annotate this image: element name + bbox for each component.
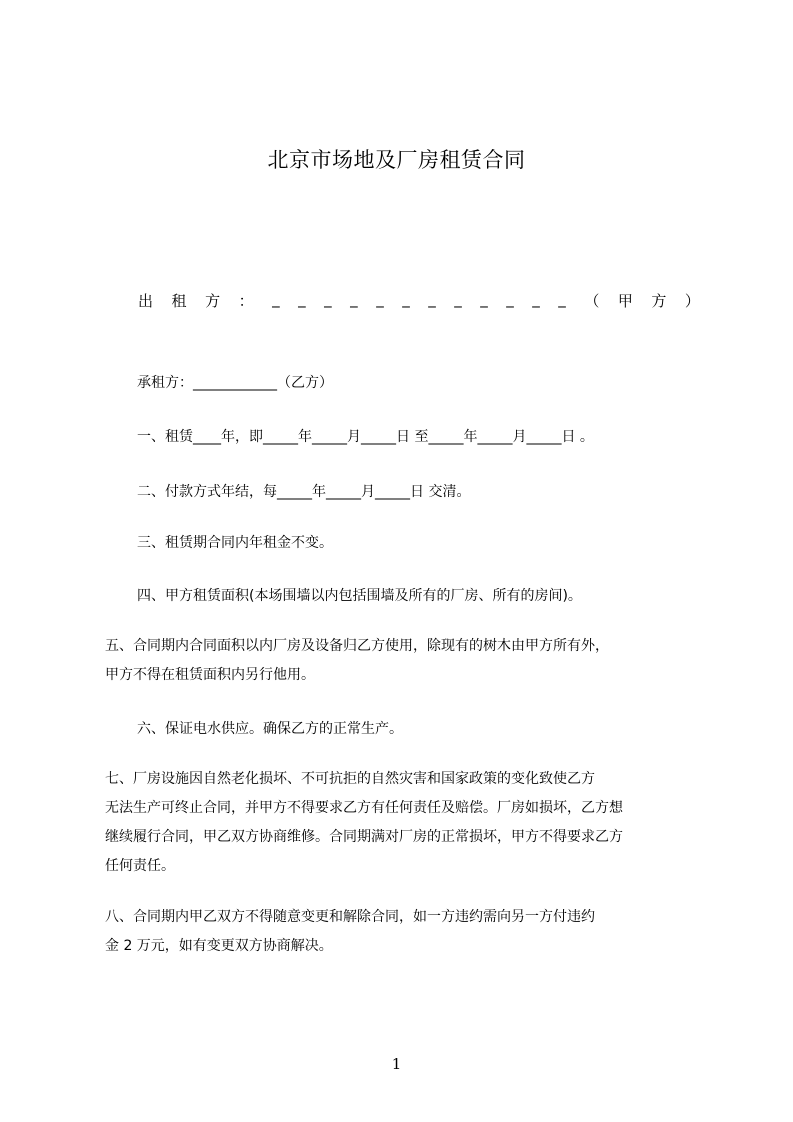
clause-8-line: 金 2 万元，如有变更双方协商解决。	[105, 938, 333, 954]
lessor-char: ：	[238, 292, 254, 310]
lessor-blank: _	[324, 290, 332, 308]
clause-7	[105, 765, 705, 881]
clause-3: 三、租赁期合同内年租金不变。	[137, 535, 333, 551]
clause-7-line: 任何责任。	[105, 858, 175, 874]
lessor-char: 方	[205, 292, 221, 310]
clause-5-line: 五、合同期内合同面积以内厂房及设备归乙方使用，除现有的树木由甲方所有外，	[105, 638, 609, 654]
page-number: 1	[391, 1055, 402, 1073]
clause-7-line: 无法生产可终止合同，并甲方不得要求乙方有任何责任及赔偿。厂房如损坏，乙方想	[105, 800, 623, 816]
lessor-blank: _	[480, 290, 488, 308]
lessor-blank: _	[376, 290, 384, 308]
lessor-char: ）	[684, 292, 700, 310]
contract-title: 北京市场地及厂房租赁合同	[267, 148, 526, 172]
clause-5-line: 甲方不得在租赁面积内另行他用。	[105, 667, 315, 683]
lessor-blank: _	[506, 290, 514, 308]
lessor-char: 甲	[617, 292, 633, 310]
lessor-char: 出	[138, 292, 154, 310]
clause-2: 二、付款方式年结，每_____年_____月_____日 交清。	[137, 484, 471, 500]
lessor-char: 方	[651, 292, 667, 310]
lessor-blank: _	[402, 290, 410, 308]
clause-8	[105, 903, 705, 961]
clause-7-line: 继续履行合同，甲乙双方协商维修。合同期满对厂房的正常损坏，甲方不得要求乙方	[105, 829, 623, 845]
clause-8-line: 八、合同期内甲乙双方不得随意变更和解除合同，如一方违约需向另一方付违约	[105, 909, 595, 925]
clause-1: 一、租赁____年，即_____年_____月_____日 至_____年_____月_____日 。	[137, 429, 594, 445]
lessor-blank: _	[298, 290, 306, 308]
lessor-blank: _	[454, 290, 462, 308]
lessor-blank: _	[428, 290, 436, 308]
lessor-blank: _	[350, 290, 358, 308]
clause-4: 四、甲方租赁面积(本场围墙以内包括围墙及所有的厂房、所有的房间)。	[137, 588, 582, 604]
lessor-line	[138, 290, 700, 311]
lessor-blank: _	[532, 290, 540, 308]
clause-5	[105, 632, 705, 690]
lessor-blank: _	[272, 290, 280, 308]
lessor-char: 租	[171, 292, 187, 310]
lessor-char: （	[584, 292, 600, 310]
clause-6: 六、保证电水供应。确保乙方的正常生产。	[137, 721, 403, 737]
clause-7-line: 七、厂房设施因自然老化损坏、不可抗拒的自然灾害和国家政策的变化致使乙方	[105, 771, 595, 787]
lessee-line: 承租方：____________（乙方）	[137, 375, 333, 391]
lessor-blank: _	[558, 290, 566, 308]
